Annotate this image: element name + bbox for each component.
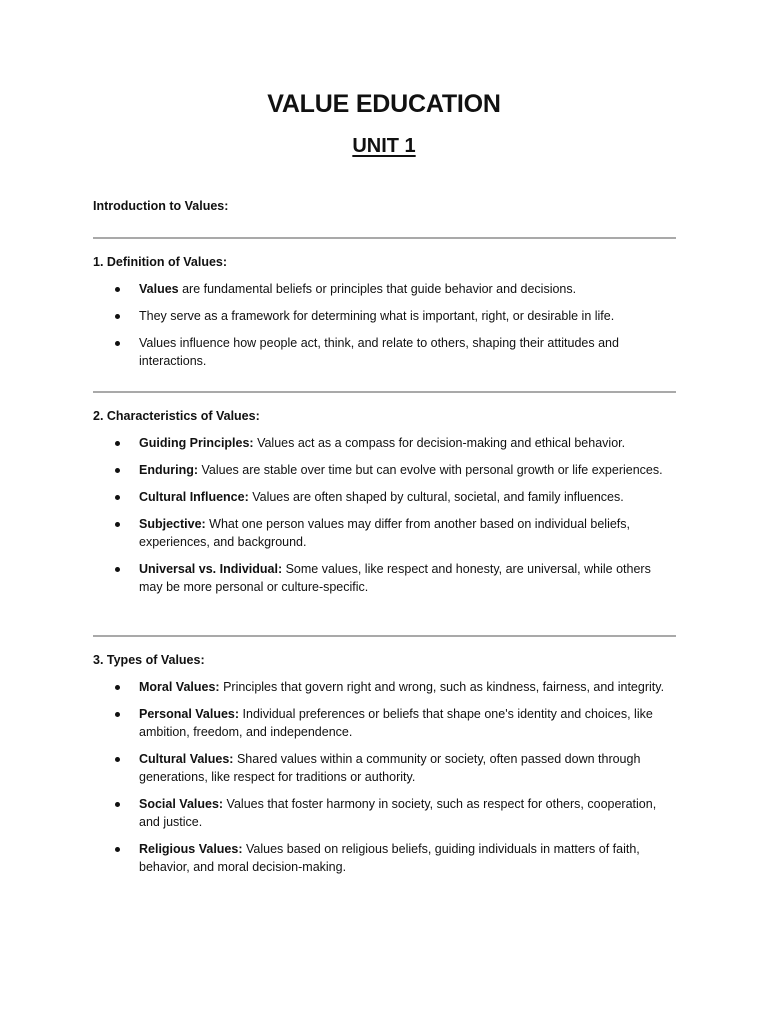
item-text: Values are often shaped by cultural, societal, and family influences.	[248, 490, 624, 504]
bullet-icon	[115, 712, 120, 717]
item-text: Values based on religious beliefs, guiding individuals in matters of faith, behavior, and moral decision-making.	[139, 842, 640, 874]
bullet-icon	[115, 341, 120, 346]
section-divider	[93, 391, 676, 393]
list-item	[93, 334, 676, 370]
section-divider	[93, 237, 676, 239]
bullet-icon	[115, 685, 120, 690]
list-item	[93, 678, 676, 696]
bullet-icon	[115, 314, 120, 319]
section-heading: 1. Definition of Values:	[93, 255, 228, 269]
item-term: Guiding Principles:	[139, 436, 254, 450]
list-item	[93, 705, 676, 741]
list-item	[93, 795, 676, 831]
item-text: Individual preferences or beliefs that shape one's identity and choices, like ambition, freedom, and independence.	[139, 707, 653, 739]
item-text: What one person values may differ from another based on individual beliefs, experiences, and background.	[139, 517, 631, 549]
item-term: Enduring:	[139, 463, 199, 477]
list-item	[93, 434, 676, 452]
list-item	[93, 560, 676, 596]
item-text: Values act as a compass for decision-making and ethical behavior.	[253, 436, 626, 450]
item-term: Values	[139, 282, 179, 296]
item-term: Subjective:	[139, 517, 206, 531]
list-item	[93, 280, 676, 298]
item-term: Social Values:	[139, 797, 224, 811]
item-term: Religious Values:	[139, 842, 243, 856]
bullet-icon	[115, 802, 120, 807]
unit-subtitle: UNIT 1	[352, 135, 416, 157]
section-heading: 3. Types of Values:	[93, 653, 205, 667]
item-term: Personal Values:	[139, 707, 240, 721]
list-item	[93, 840, 676, 876]
item-text: They serve as a framework for determining what is important, right, or desirable in life.	[139, 309, 615, 323]
section-characteristics	[93, 408, 676, 605]
bullet-list	[93, 280, 676, 370]
section-types	[93, 652, 676, 885]
bullet-list	[93, 678, 676, 876]
bullet-icon	[115, 567, 120, 572]
item-text: Principles that govern right and wrong, such as kindness, fairness, and integrity.	[219, 680, 665, 694]
list-item	[93, 515, 676, 551]
bullet-icon	[115, 847, 120, 852]
list-item	[93, 307, 676, 325]
document-title: VALUE EDUCATION	[267, 90, 501, 118]
intro-heading: Introduction to Values:	[93, 199, 229, 213]
bullet-icon	[115, 522, 120, 527]
item-text: Values that foster harmony in society, such as respect for others, cooperation, and justice.	[139, 797, 657, 829]
bullet-icon	[115, 287, 120, 292]
item-term: Universal vs. Individual:	[139, 562, 283, 576]
item-text: Values are stable over time but can evolve with personal growth or life experiences.	[198, 463, 663, 477]
item-term: Cultural Values:	[139, 752, 234, 766]
bullet-list	[93, 434, 676, 596]
item-term: Moral Values:	[139, 680, 220, 694]
bullet-icon	[115, 468, 120, 473]
list-item	[93, 488, 676, 506]
item-text: Shared values within a community or society, often passed down through generations, like respect for traditions or authority.	[139, 752, 641, 784]
bullet-icon	[115, 757, 120, 762]
item-term: Cultural Influence:	[139, 490, 249, 504]
bullet-icon	[115, 495, 120, 500]
item-text: are fundamental beliefs or principles that guide behavior and decisions.	[178, 282, 577, 296]
section-heading: 2. Characteristics of Values:	[93, 409, 260, 423]
list-item	[93, 750, 676, 786]
section-divider	[93, 635, 676, 637]
bullet-icon	[115, 441, 120, 446]
section-definition	[93, 254, 676, 379]
item-text: Some values, like respect and honesty, are universal, while others may be more personal or culture-specific.	[139, 562, 651, 594]
list-item	[93, 461, 676, 479]
item-text: Values influence how people act, think, and relate to others, shaping their attitudes and interactions.	[139, 336, 619, 368]
